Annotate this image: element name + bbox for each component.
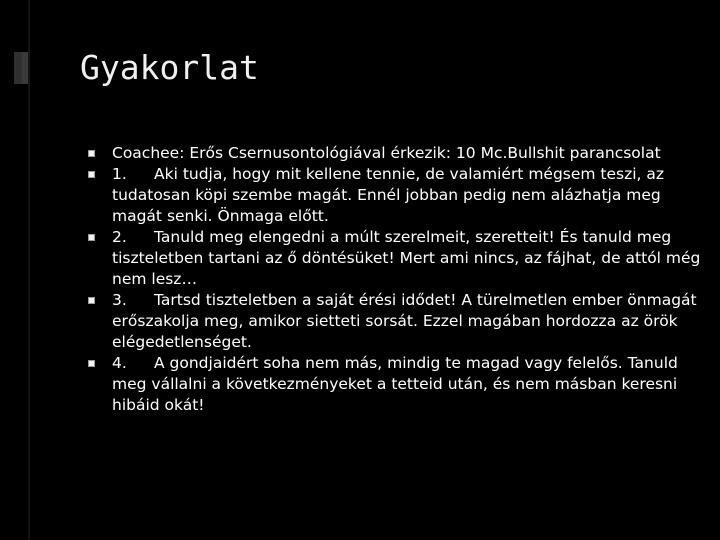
bullet-number: 2. [112,228,127,246]
bullet-text: A gondjaidért soha nem más, mindig te magad vagy felelős. Tanuld meg vállalni a következményeket a tetteid után, és nem másban keresni hibáid okát! [112,354,678,414]
left-divider-line [28,0,30,540]
bullet-number: 1. [112,165,127,183]
bullet-text: Coachee: Erős Csernusontológiával érkezik: 10 Mc.Bullshit parancsolat [112,144,661,162]
bullet-text: Tanuld meg elengedni a múlt szerelmeit, szeretteit! És tanuld meg tiszteletben tartani az ő döntésüket! Mert ami nincs, az fájhat, de attól még nem lesz… [112,228,701,288]
bullet-item [88,290,703,353]
bullet-item [88,143,703,164]
slide-title: Gyakorlat [80,48,259,87]
bullet-text: Aki tudja, hogy mit kellene tennie, de valamiért mégsem teszi, az tudatosan köpi szembe magát. Ennél jobban pedig nem alázhatja meg magát senki. Önmaga előtt. [112,165,665,225]
square-bullet-icon [88,297,95,304]
bullet-list [88,143,703,416]
bullet-number: 4. [112,354,127,372]
square-bullet-icon [88,234,95,241]
square-bullet-icon [88,360,95,367]
square-bullet-icon [88,171,95,178]
bullet-item [88,353,703,416]
square-bullet-icon [88,150,95,157]
bullet-number: 3. [112,291,127,309]
bullet-text: Tartsd tiszteletben a saját érési idődet! A türelmetlen ember önmagát erőszakolja meg, amikor sietteti sorsát. Ezzel magában hordozza az örök elégedetlenséget. [112,291,697,351]
bullet-item [88,164,703,227]
title-accent-bar-inner [22,52,28,84]
bullet-item [88,227,703,290]
